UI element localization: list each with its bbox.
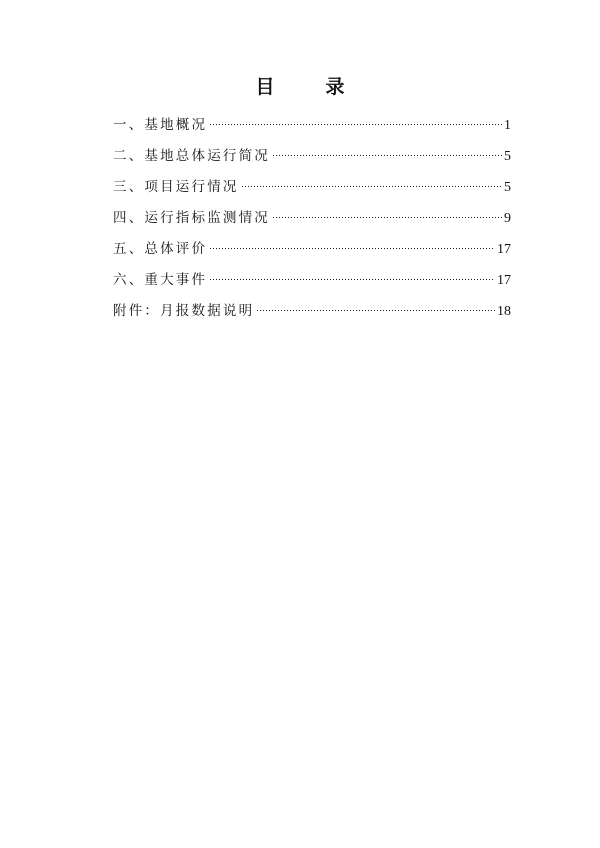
toc-entry-page-number: 17	[497, 242, 511, 257]
toc-entry-label: 二、基地总体运行简况	[113, 148, 270, 164]
toc-entry[interactable]	[113, 172, 511, 203]
toc-entry-page-number: 5	[504, 180, 511, 195]
toc-dot-leader	[209, 273, 495, 281]
toc-entry-label: 三、项目运行情况	[113, 179, 239, 195]
toc-dot-leader	[209, 118, 502, 126]
toc-entry-page-number: 18	[497, 304, 511, 319]
toc-dot-leader	[256, 304, 495, 312]
toc-entry[interactable]	[113, 296, 511, 327]
toc-entry-label: 一、基地概况	[113, 117, 208, 133]
toc-entry-label: 五、总体评价	[113, 241, 208, 257]
toc-entry-page-number: 17	[497, 273, 511, 288]
toc-entry[interactable]	[113, 265, 511, 296]
toc-dot-leader	[272, 211, 502, 219]
toc-entry[interactable]	[113, 203, 511, 234]
table-of-contents	[113, 110, 511, 327]
toc-entry[interactable]	[113, 110, 511, 141]
toc-entry-label: 附件：月报数据说明	[113, 303, 255, 319]
toc-entry-page-number: 5	[504, 149, 511, 164]
toc-entry-page-number: 9	[504, 211, 511, 226]
toc-entry[interactable]	[113, 141, 511, 172]
toc-entry[interactable]	[113, 234, 511, 265]
toc-entry-page-number: 1	[504, 118, 511, 133]
toc-dot-leader	[241, 180, 502, 188]
toc-title: 目 录	[255, 76, 361, 98]
toc-entry-label: 四、运行指标监测情况	[113, 210, 270, 226]
toc-dot-leader	[209, 242, 495, 250]
toc-entry-label: 六、重大事件	[113, 272, 208, 288]
toc-dot-leader	[272, 149, 502, 157]
